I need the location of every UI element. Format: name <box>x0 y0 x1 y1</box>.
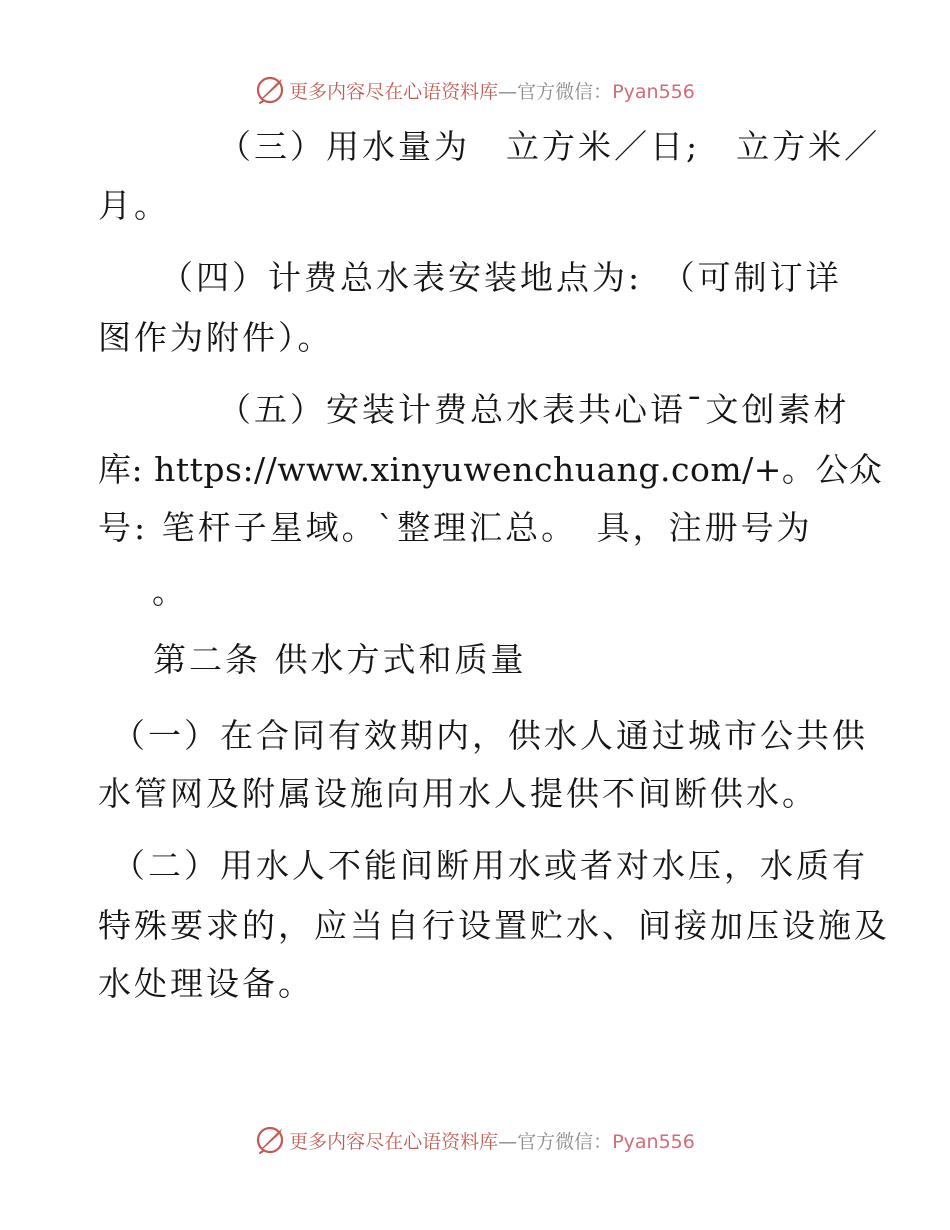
header-dash: — <box>498 80 518 103</box>
header-site-text: 更多内容尽在心语资料库 <box>289 80 499 103</box>
body-line-7: 号: 笔杆子星域。`整理汇总。 具，注册号为 <box>98 508 813 547</box>
footer-site-text: 更多内容尽在心语资料库 <box>289 1130 499 1153</box>
header-watermark <box>0 70 950 110</box>
body-line-4: 图作为附件）。 <box>98 318 334 357</box>
footer-watermark <box>0 1120 950 1160</box>
body-line-14: 水处理设备。 <box>98 964 314 1003</box>
body-line-10: （一）在合同有效期内，供水人通过城市公共供 <box>112 716 868 755</box>
body-line-3: （四）计费总水表安装地点为: （可制订详 <box>160 258 842 297</box>
body-line-2: 月。 <box>98 186 170 225</box>
footer-dash: — <box>498 1130 518 1153</box>
body-line-8: 。 <box>152 572 188 611</box>
body-line-11: 水管网及附属设施向用水人提供不间断供水。 <box>98 774 818 813</box>
body-line-13: 特殊要求的，应当自行设置贮水、间接加压设施及 <box>98 906 890 945</box>
body-line-6: 库: https://www.xinyuwenchuang.com/+。公众 <box>98 450 883 489</box>
header-wechat-label: 官方微信： <box>517 80 613 103</box>
section-heading-2: 第二条 供水方式和质量 <box>153 640 527 679</box>
body-line-1: （三）用水量为 立方米／日; 立方米／ <box>218 127 881 166</box>
feather-pen-logo-icon <box>255 1125 285 1155</box>
feather-pen-logo-icon <box>255 75 285 105</box>
footer-wechat-label: 官方微信： <box>517 1130 613 1153</box>
body-line-5: （五）安装计费总水表共心语¯文创素材 <box>218 390 850 429</box>
body-line-12: （二）用水人不能间断用水或者对水压，水质有 <box>112 846 868 885</box>
footer-wechat-id: Pyan556 <box>612 1130 695 1153</box>
header-wechat-id: Pyan556 <box>612 80 695 103</box>
